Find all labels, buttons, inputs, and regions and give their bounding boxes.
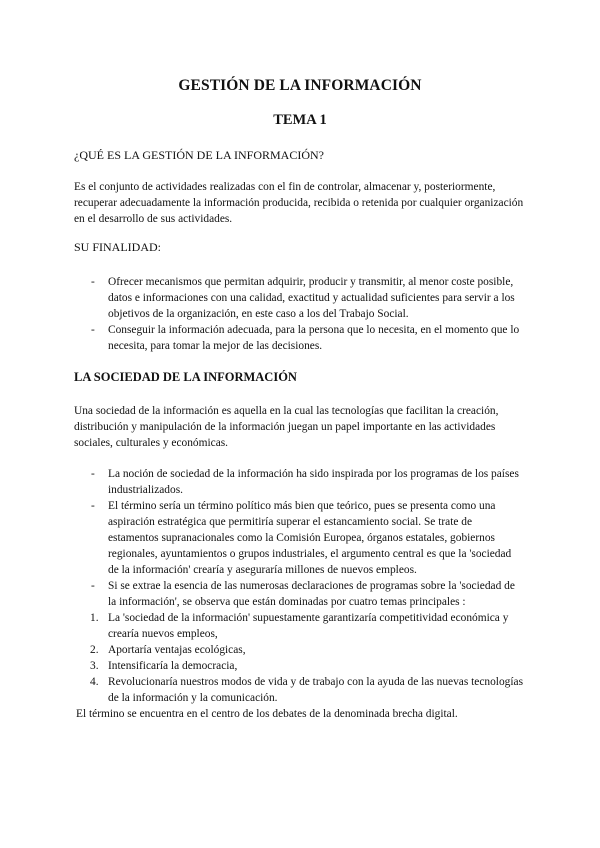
list-item	[74, 578, 524, 610]
numbered-item	[74, 642, 524, 658]
list-item-text: La noción de sociedad de la información ha sido inspirada por los programas de los países industrializados.	[108, 468, 519, 496]
finalidad-list	[74, 274, 524, 354]
numbered-list	[74, 610, 524, 706]
list-item-text: Ofrecer mecanismos que permitan adquirir, producir y transmitir, al menor coste posible, datos e informaciones con una calidad, exactitud y actualidad suficientes para servir a los objetivos de la organización, en este caso a los del Trabajo Social.	[108, 276, 515, 320]
numbered-item-text: Revolucionaría nuestros modos de vida y de trabajo con la ayuda de las nuevas tecnologías de la información y la comunicación.	[108, 676, 524, 704]
sociedad-paragraph: Una sociedad de la información es aquella en la cual las tecnologías que facilitan la creación, distribución y manipulación de la información juegan un papel importante en las actividades sociales, culturales y económicas.	[74, 405, 499, 449]
bullet-marker: -	[91, 468, 95, 480]
numbered-item-text: Aportaría ventajas ecológicas,	[108, 644, 246, 656]
finalidad-heading: SU FINALIDAD:	[74, 240, 161, 254]
list-item	[74, 466, 524, 498]
sociedad-list	[74, 466, 524, 610]
sociedad-heading: LA SOCIEDAD DE LA INFORMACIÓN	[74, 370, 297, 384]
document-title: GESTIÓN DE LA INFORMACIÓN	[178, 77, 422, 94]
numbered-item	[74, 658, 524, 674]
number-marker: 2.	[90, 644, 99, 656]
list-item-text: Si se extrae la esencia de las numerosas declaraciones de programas sobre la 'sociedad de la información', se observa que están dominadas por cuatro temas principales :	[108, 580, 515, 608]
document-subtitle: TEMA 1	[273, 112, 327, 128]
numbered-item	[74, 674, 524, 706]
list-item	[74, 274, 524, 322]
number-marker: 1.	[90, 612, 99, 624]
intro-paragraph: Es el conjunto de actividades realizadas con el fin de controlar, almacenar y, posteriormente, recuperar adecuadamente la información producida, recibida o retenida por cualquier organización en el desarrollo de sus actividades.	[74, 181, 524, 225]
bullet-marker: -	[91, 500, 95, 512]
number-marker: 4.	[90, 676, 99, 688]
bullet-marker: -	[91, 580, 95, 592]
bullet-marker: -	[91, 276, 95, 288]
list-item-text: El término sería un término político más bien que teórico, pues se presenta como una aspiración estratégica que permitiría superar el estancamiento social. Se trate de estamentos supranacionales como la Comisión Europea, órganos estatales, gobiernos regionales, ayuntamientos o grupos industriales, el argumento central es que la 'sociedad de la información' crearía y aseguraría millones de nuevos empleos.	[108, 500, 512, 576]
numbered-item-text: La 'sociedad de la información' supuestamente garantizaría competitividad económica y crearía nuevos empleos,	[108, 612, 509, 640]
bullet-marker: -	[91, 324, 95, 336]
list-item-text: Conseguir la información adecuada, para la persona que lo necesita, en el momento que lo necesita, para tomar la mejor de las decisiones.	[108, 324, 520, 352]
question-heading: ¿QUÉ ES LA GESTIÓN DE LA INFORMACIÓN?	[74, 148, 324, 162]
list-item	[74, 498, 524, 578]
closing-sentence: El término se encuentra en el centro de los debates de la denominada brecha digital.	[76, 708, 458, 720]
numbered-item	[74, 610, 524, 642]
numbered-item-text: Intensificaría la democracia,	[108, 660, 238, 672]
list-item	[74, 322, 524, 354]
number-marker: 3.	[90, 660, 99, 672]
